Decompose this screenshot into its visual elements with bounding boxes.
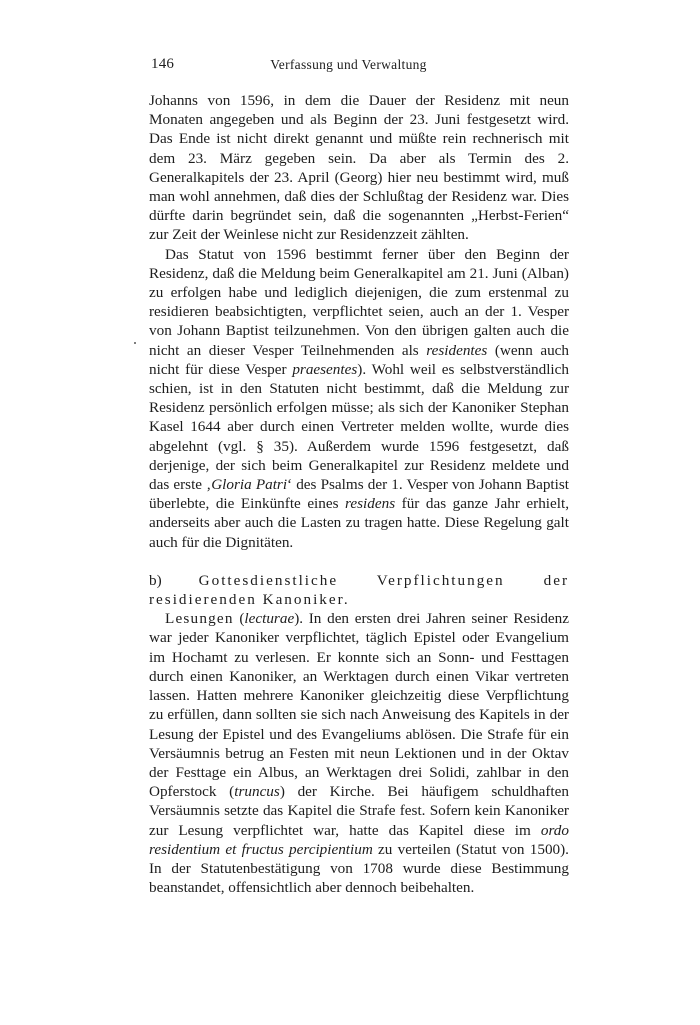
body-text bbox=[149, 91, 569, 897]
italic-term: lecturae bbox=[244, 610, 295, 628]
text-run: für das ganze Jahr erhielt, anderseits aber auch die Lasten zu tragen hatte. Diese Regelung galt auch für die Dignitäten. bbox=[149, 495, 569, 551]
paragraph-residence-end: Johanns von 1596, in dem die Dauer der Residenz mit neun Monaten angegeben und als Beginn der 23. Juni festgesetzt wird. Das Ende ist nicht direkt genannt und müßte rein rechnerisch mit dem 23. März gegeben sein. Da aber als Termin des 2. Generalkapitels der 23. April (Georg) hier neu bestimmt wird, muß man wohl annehmen, daß dies der Schlußtag der Residenz war. Dies dürfte darin begründet sein, daß die sogenannten „Herbst-Ferien“ zur Zeit der Weinlese nicht zur Residenzzeit zählten. bbox=[149, 92, 569, 244]
text-run: ( bbox=[233, 610, 245, 628]
text-run: ). In den ersten drei Jahren seiner Residenz war jeder Kanoniker verpflichtet, täglich Epistel oder Evangelium im Hochamt zu verlesen. Er konnte sich an Sonn- und Festtagen durch einen Kanoniker, an Werktagen durch einen Vikar vertreten lassen. Hatten mehrere Kanoniker gleichzeitig diese Verpflichtung zu erfüllen, dann sollten sie sich nach Anweisung des Kapitels in der Lesung der Epistel und des Evangeliums ablösen. Die Strafe für ein Versäumnis betrug an Festen mit neun Lektionen und in der Oktav der Festtage ein Albus, an Werktagen drei Solidi, zahlbar in den Opferstock ( bbox=[149, 610, 569, 801]
italic-term: ordo residentium et fructus percipientium bbox=[149, 821, 569, 858]
section-heading bbox=[149, 571, 569, 609]
section-label: b) bbox=[149, 571, 199, 589]
paragraph-lead-word: Lesungen bbox=[165, 610, 234, 628]
text-run: ). Wohl weil es selbstverständlich schien, ist in den Statuten nicht bestimmt, daß die Meldung zur Residenz persönlich erfolgen müsse; als sich der Kanoniker Stephan Kasel 1644 aber durch einen Vertreter melden wollte, wurde dies abgelehnt (vgl. § 35). Außerdem wurde 1596 festgesetzt, daß derjenige, der sich beim Generalkapitel zur Residenz meldete und das erste ‚ bbox=[149, 360, 569, 494]
paragraph-statute-1596 bbox=[149, 245, 569, 552]
page-header bbox=[137, 56, 560, 76]
text-run: zu verteilen (Statut von 1500). In der Statutenbestätigung von 1708 wurde diese Bestimmung beanstandet, offensichtlich aber dennoch beibehalten. bbox=[149, 840, 569, 897]
text-run: ) der Kirche. Bei häufigem schuldhaften Versäumnis setzte das Kapitel die Strafe fest. Sofern kein Kanoniker zur Lesung verpflichtet war, hatte das Kapitel diese im bbox=[149, 783, 569, 839]
italic-term: praesentes bbox=[292, 360, 358, 378]
text-run: (wenn auch nicht für diese Vesper bbox=[149, 341, 570, 378]
italic-term: Gloria Patri bbox=[211, 476, 288, 494]
margin-mark bbox=[134, 342, 136, 344]
page-number: 146 bbox=[151, 56, 175, 72]
section-heading-text: Gottesdienstliche Verpflichtungen der residierenden Kanoniker. bbox=[149, 571, 570, 609]
running-title: Verfassung und Verwaltung bbox=[270, 57, 427, 72]
italic-term: residentes bbox=[426, 341, 488, 359]
text-run: ‘ des Psalms der 1. Vesper von Johann Baptist überlebte, die Einkünfte eines bbox=[149, 476, 569, 513]
text-run: Das Statut von 1596 bestimmt ferner über den Beginn der Residenz, daß die Meldung beim Generalkapitel am 21. Juni (Alban) zu erfolgen habe und lediglich diejenigen, die zum erstenmal zu residieren beabsichtigten, verpflichtet seien, auch an der 1. Vesper von Johann Baptist teilzunehmen. Von den übrigen galten auch die nicht an dieser Vesper Teilnehmenden als bbox=[149, 245, 569, 359]
paragraph-lesungen bbox=[149, 609, 569, 897]
italic-term: truncus bbox=[234, 783, 280, 801]
italic-term: residens bbox=[345, 495, 396, 513]
